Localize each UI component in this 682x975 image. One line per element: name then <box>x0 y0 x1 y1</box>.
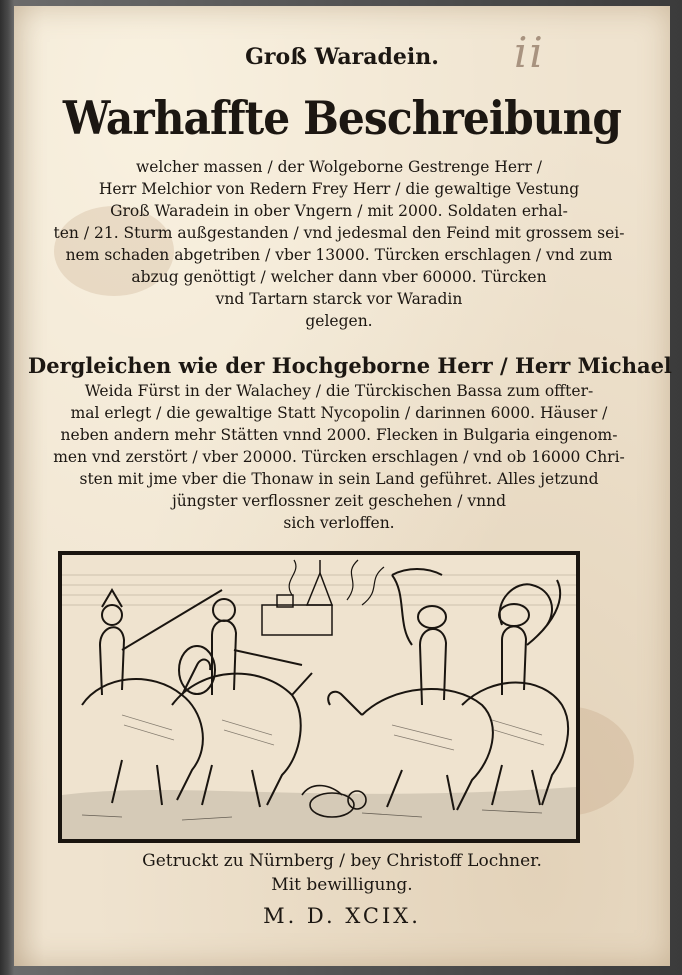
printer-line: Getruckt zu Nürnberg / bey Christoff Lochner. <box>142 851 542 871</box>
woodcut-illustration <box>58 551 580 843</box>
text-line: Dergleichen wie der Hochgeborne Herr / Herr Michael <box>28 353 672 378</box>
paragraph-1 <box>28 156 650 332</box>
text-line: Groß Waradein in ober Vngern / mit 2000. Soldaten erhal- <box>110 202 568 220</box>
imprint <box>14 849 670 897</box>
paragraph-2 <box>28 352 672 534</box>
text-line: ten / 21. Sturm außgestanden / vnd jedesmal den Feind mit grossem sei- <box>53 224 625 242</box>
text-line: abzug genöttigt / welcher dann vber 60000. Türcken <box>131 268 547 286</box>
heading: Groß Waradein. <box>245 44 439 70</box>
text-line: gelegen. <box>305 312 373 330</box>
woodcut-battle-scene-icon <box>62 555 576 839</box>
text-line: welcher massen / der Wolgeborne Gestrenge Herr / <box>135 158 543 176</box>
manuscript-mark: ii <box>514 28 545 77</box>
text-line: Weida Fürst in der Walachey / die Türckischen Bassa zum offter- <box>84 382 594 400</box>
text-line: sich verloffen. <box>283 514 395 532</box>
permission-line: Mit bewilligung. <box>271 875 413 895</box>
text-line: sten mit jme vber die Thonaw in sein Land geführet. Alles jetzund <box>79 470 599 488</box>
text-line: vnd Tartarn starck vor Waradin <box>215 290 463 308</box>
text-line: jüngster verflossner zeit geschehen / vnnd <box>172 492 506 510</box>
main-title: Warhaffte Beschreibung <box>62 91 622 145</box>
text-line: neben andern mehr Stätten vnnd 2000. Flecken in Bulgaria eingenom- <box>60 426 618 444</box>
publication-year: M. D. XCIX. <box>263 904 421 928</box>
title-page <box>14 6 670 966</box>
text-line: nem schaden abgetriben / vber 13000. Türcken erschlagen / vnd zum <box>65 246 613 264</box>
text-line: mal erlegt / die gewaltige Statt Nycopolin / darinnen 6000. Häuser / <box>70 404 608 422</box>
text-line: Herr Melchior von Redern Frey Herr / die gewaltige Vestung <box>98 180 580 198</box>
text-line: men vnd zerstört / vber 20000. Türcken erschlagen / vnd ob 16000 Chri- <box>53 448 625 466</box>
